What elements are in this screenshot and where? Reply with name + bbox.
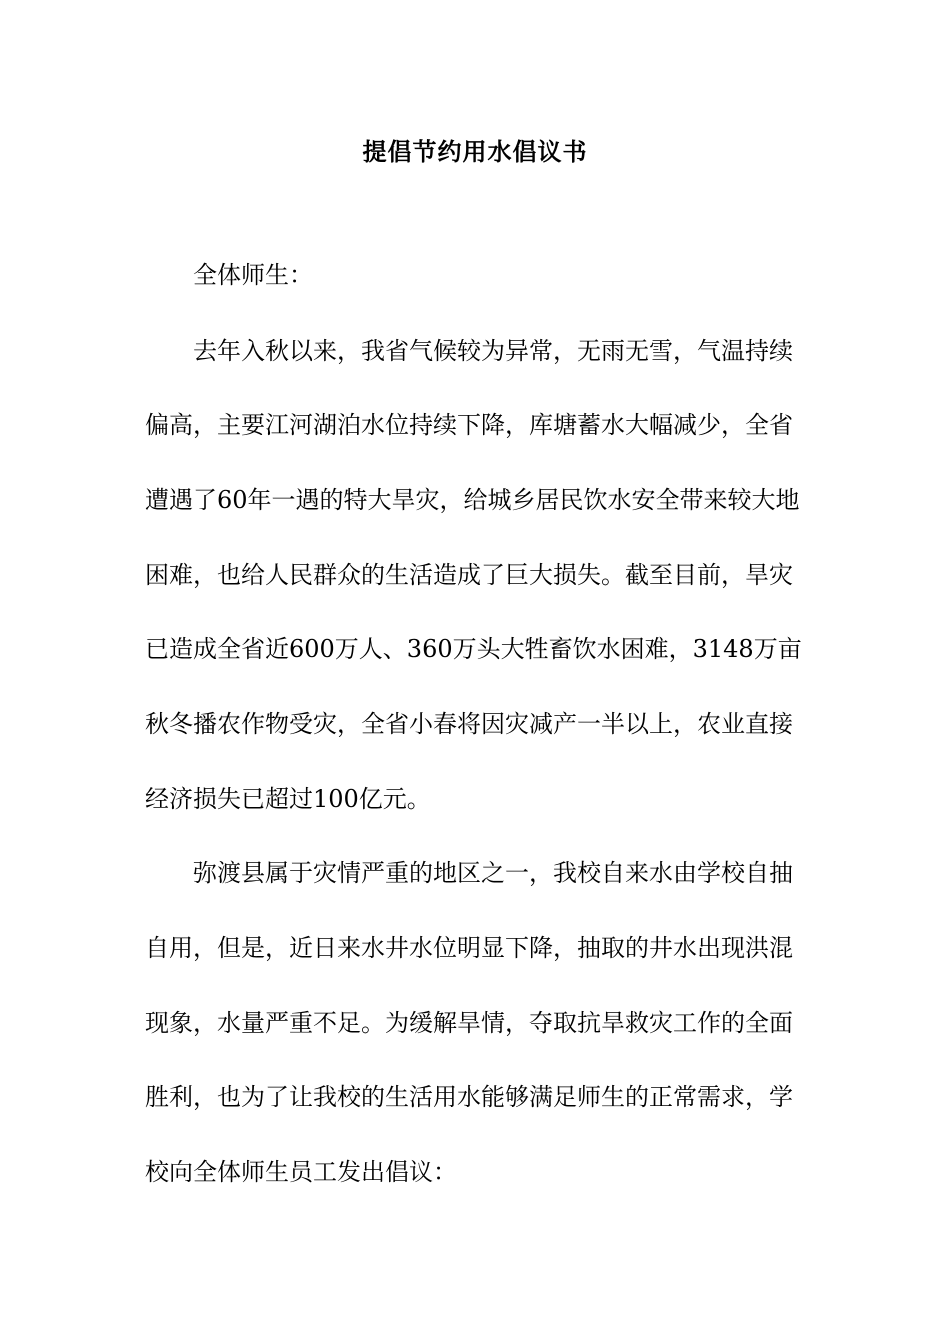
paragraph-line: 困难，也给人民群众的生活造成了巨大损失。截至目前，旱灾 <box>145 561 793 589</box>
paragraph-line: 经济损失已超过100亿元。 <box>145 785 431 813</box>
paragraph-line: 自用，但是，近日来水井水位明显下降，抽取的井水出现洪混 <box>145 934 793 962</box>
document-title: 提倡节约用水倡议书 <box>362 137 588 166</box>
paragraph-line: 已造成全省近600万人、360万头大牲畜饮水困难，3148万亩 <box>145 635 802 663</box>
paragraph-line: 去年入秋以来，我省气候较为异常，无雨无雪，气温持续 <box>193 337 793 365</box>
paragraph-line: 偏高，主要江河湖泊水位持续下降，库塘蓄水大幅减少，全省 <box>145 411 793 439</box>
paragraph-line: 胜利，也为了让我校的生活用水能够满足师生的正常需求，学 <box>145 1083 793 1111</box>
paragraph-line: 弥渡县属于灾情严重的地区之一，我校自来水由学校自抽 <box>193 859 793 887</box>
salutation: 全体师生： <box>193 261 313 289</box>
paragraph-line: 现象，水量严重不足。为缓解旱情，夺取抗旱救灾工作的全面 <box>145 1009 793 1037</box>
paragraph-line: 秋冬播农作物受灾，全省小春将因灾减产一半以上，农业直接 <box>145 710 793 738</box>
paragraph-line: 校向全体师生员工发出倡议： <box>145 1158 457 1186</box>
paragraph-line: 遭遇了60年一遇的特大旱灾，给城乡居民饮水安全带来较大地 <box>145 486 800 514</box>
